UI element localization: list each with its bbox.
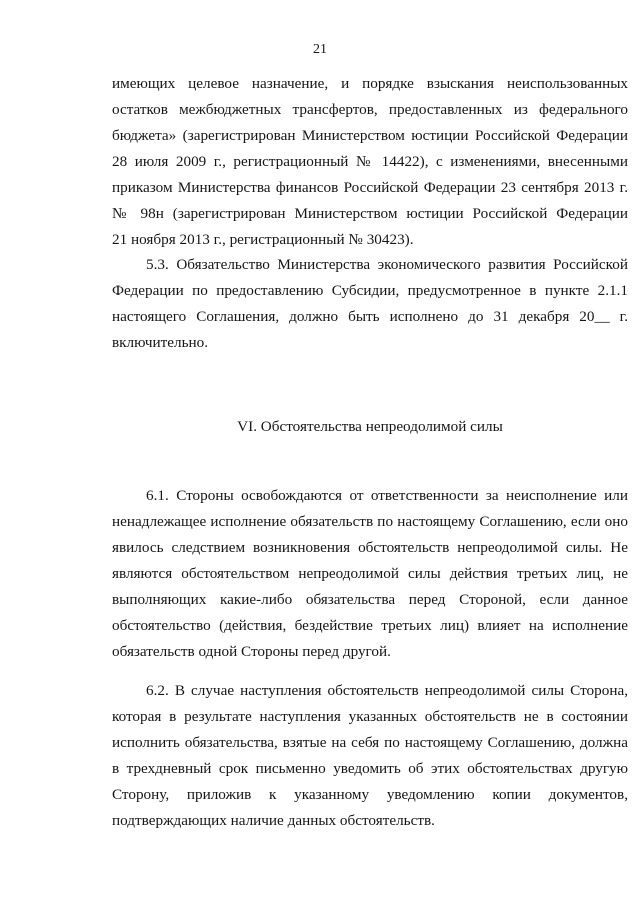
text-line: обстоятельство (действия, бездействие третьих лиц) влияет на исполнение (112, 617, 628, 634)
text-line: исполнить обязательства, взятые на себя по настоящему Соглашению, должна (112, 734, 628, 751)
paragraph-6-2 (112, 678, 628, 834)
paragraph-6-1 (112, 483, 628, 665)
text-line: являются обстоятельством непреодолимой силы действия третьих лиц, не (112, 565, 628, 582)
text-line: 28 июля 2009 г., регистрационный № 14422), с изменениями, внесенными (112, 153, 628, 170)
text-line: 6.2. В случае наступления обстоятельств непреодолимой силы Сторона, (146, 682, 628, 699)
page-number: 21 (313, 42, 327, 57)
paragraph-continuation (112, 71, 628, 253)
text-line: приказом Министерства финансов Российской Федерации 23 сентября 2013 г. (112, 179, 628, 196)
text-line: выполняющих какие-либо обязательства перед Стороной, если данное (112, 591, 628, 608)
text-line: имеющих целевое назначение, и порядке взыскания неиспользованных (112, 75, 628, 92)
text-line: № 98н (зарегистрирован Министерством юстиции Российской Федерации (112, 205, 628, 222)
text-line: настоящего Соглашения, должно быть исполнено до 31 декабря 20__ г. (112, 308, 628, 325)
text-line: бюджета» (зарегистрирован Министерством юстиции Российской Федерации (112, 127, 628, 144)
text-line: явилось следствием возникновения обстоятельств непреодолимой силы. Не (112, 539, 628, 556)
section-heading: VI. Обстоятельства непреодолимой силы (237, 418, 503, 435)
text-line: остатков межбюджетных трансфертов, предоставленных из федерального (112, 101, 628, 118)
text-line: 6.1. Стороны освобождаются от ответственности за неисполнение или (146, 487, 628, 504)
text-line: Сторону, приложив к указанному уведомлению копии документов, (112, 786, 628, 803)
text-line: которая в результате наступления указанных обстоятельств не в состоянии (112, 708, 628, 725)
text-line: Федерации по предоставлению Субсидии, предусмотренное в пункте 2.1.1 (112, 282, 628, 299)
text-line: включительно. (112, 334, 209, 351)
text-line: обязательств одной Стороны перед другой. (112, 643, 391, 660)
text-line: подтверждающих наличие данных обстоятельств. (112, 812, 435, 829)
text-line: 5.3. Обязательство Министерства экономического развития Российской (146, 256, 628, 273)
text-line: ненадлежащее исполнение обязательств по настоящему Соглашению, если оно (112, 513, 628, 530)
paragraph-5-3 (112, 252, 628, 356)
text-line: 21 ноября 2013 г., регистрационный № 30423). (112, 231, 414, 248)
text-line: в трехдневный срок письменно уведомить об этих обстоятельствах другую (112, 760, 628, 777)
